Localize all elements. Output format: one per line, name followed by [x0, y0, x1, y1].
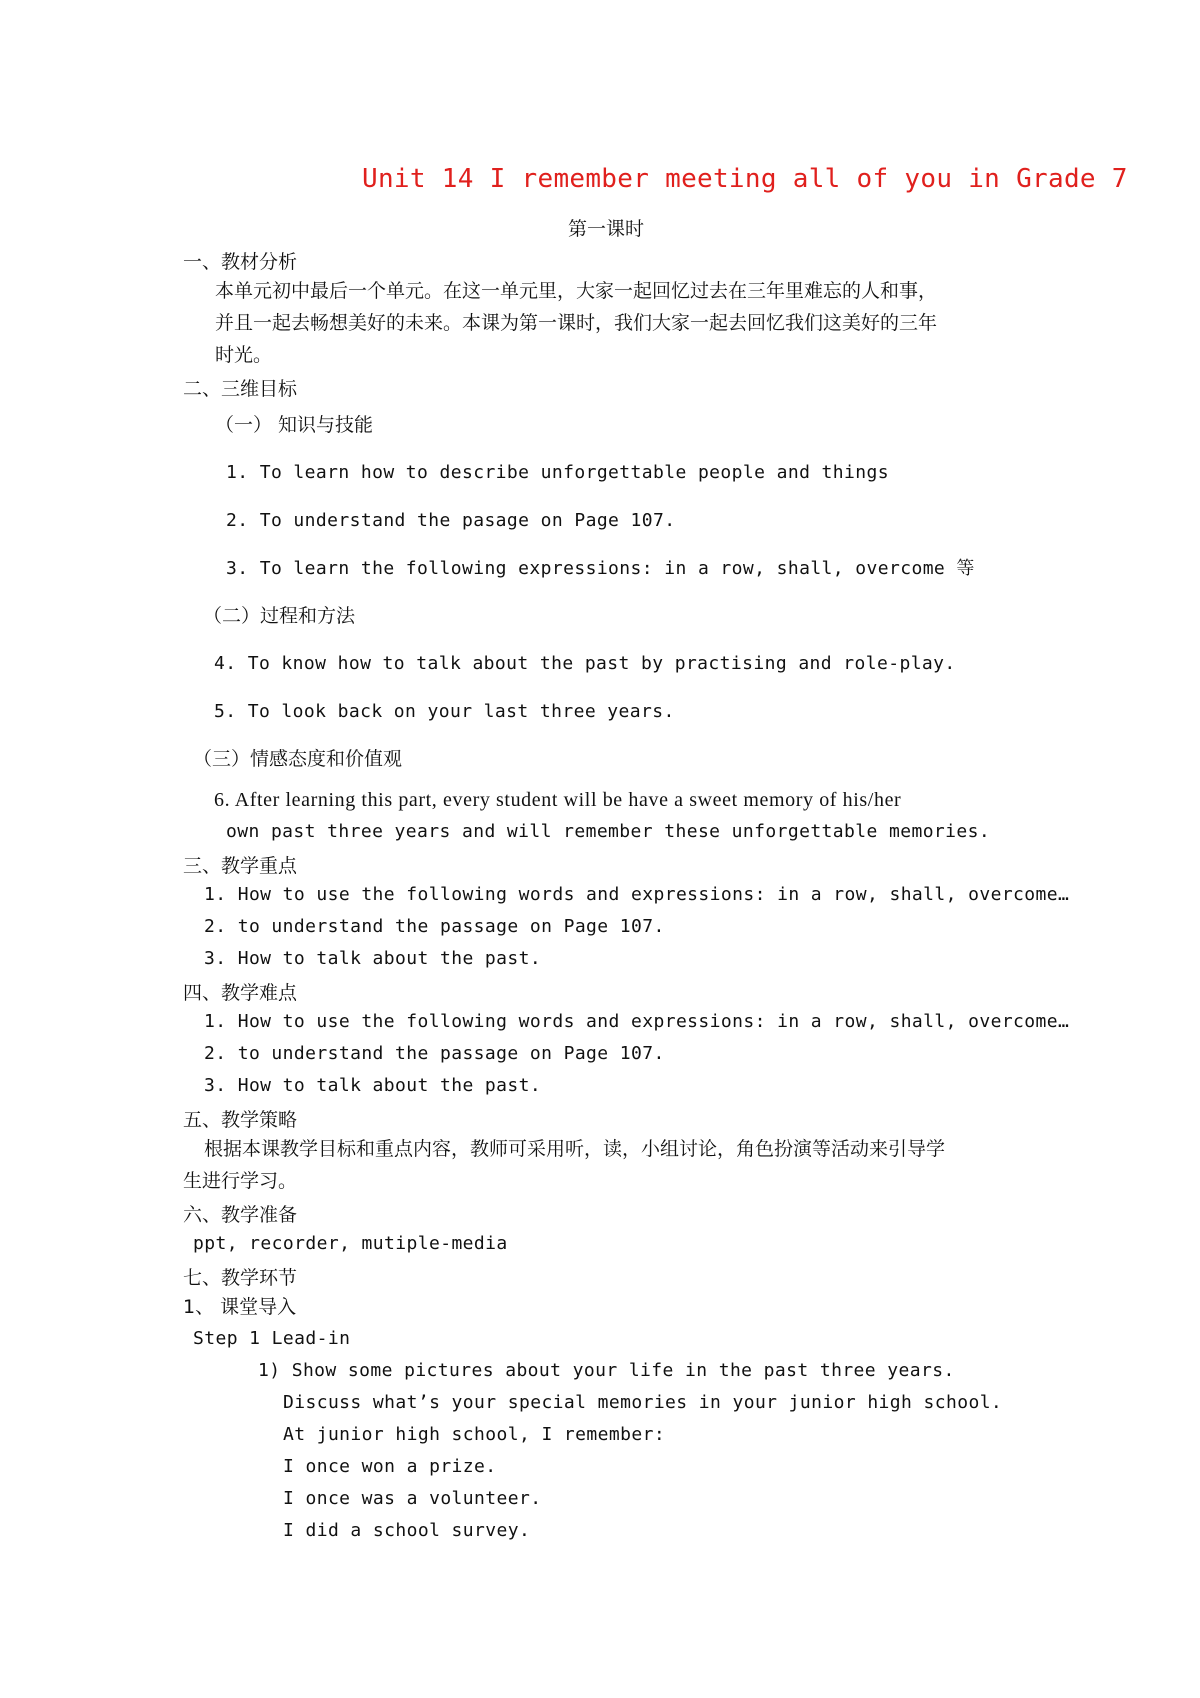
list-item: 1. How to use the following words and expressions: in a row, shall, overcome…	[204, 884, 1070, 905]
subsection-heading: 1、 课堂导入	[183, 1296, 297, 1318]
step-detail: I once was a volunteer.	[283, 1488, 542, 1509]
step-heading: Step 1 Lead-in	[193, 1328, 351, 1349]
list-item: 1. How to use the following words and expressions: in a row, shall, overcome…	[204, 1011, 1070, 1032]
list-item: 2. to understand the passage on Page 107.	[204, 1043, 665, 1064]
subsection-heading: （二）过程和方法	[203, 605, 356, 627]
subsection-heading: （一） 知识与技能	[215, 414, 374, 436]
objective-item: 1. To learn how to describe unforgettable people and things	[226, 462, 889, 483]
list-item: 2. to understand the passage on Page 107.	[204, 916, 665, 937]
section-heading-textbook-analysis: 一、教材分析	[183, 251, 298, 273]
paragraph-line: 根据本课教学目标和重点内容，教师可采用听，读，小组讨论，角色扮演等活动来引导学	[204, 1138, 946, 1160]
section-heading-teaching-steps: 七、教学环节	[183, 1267, 298, 1289]
list-item: 3. How to talk about the past.	[204, 948, 542, 969]
step-detail: Discuss what’s your special memories in your junior high school.	[283, 1392, 1003, 1413]
step-detail: At junior high school, I remember:	[283, 1424, 666, 1445]
section-heading-strategy: 五、教学策略	[183, 1109, 298, 1131]
section-heading-objectives: 二、三维目标	[183, 378, 298, 400]
materials-line: ppt, recorder, mutiple-media	[193, 1233, 508, 1254]
paragraph-line: 生进行学习。	[183, 1170, 298, 1192]
section-heading-difficulties: 四、教学难点	[183, 982, 298, 1004]
step-detail: I did a school survey.	[283, 1520, 531, 1541]
objective-item: 2. To understand the pasage on Page 107.	[226, 510, 676, 531]
lesson-subtitle: 第一课时	[568, 218, 645, 240]
step-detail: I once won a prize.	[283, 1456, 497, 1477]
section-heading-preparation: 六、教学准备	[183, 1204, 298, 1226]
paragraph-line: 并且一起去畅想美好的未来。本课为第一课时，我们大家一起去回忆我们这美好的三年	[215, 312, 938, 334]
objective-item: own past three years and will remember these unforgettable memories.	[226, 821, 991, 842]
objective-item: 4. To know how to talk about the past by practising and role-play.	[214, 653, 956, 674]
list-item: 3. How to talk about the past.	[204, 1075, 542, 1096]
subsection-heading: （三）情感态度和价值观	[193, 748, 403, 770]
objective-item: 3. To learn the following expressions: in a row, shall, overcome 等	[226, 558, 975, 579]
paragraph-line: 时光。	[215, 344, 273, 366]
step-item: 1) Show some pictures about your life in the past three years.	[258, 1360, 955, 1381]
objective-item: 5. To look back on your last three years.	[214, 701, 675, 722]
document-title: Unit 14 I remember meeting all of you in Grade 7	[362, 164, 1128, 194]
paragraph-line: 本单元初中最后一个单元。在这一单元里，大家一起回忆过去在三年里难忘的人和事，	[215, 280, 938, 302]
objective-item: 6. After learning this part, every student will be have a sweet memory of his/her	[214, 789, 902, 811]
section-heading-key-points: 三、教学重点	[183, 855, 298, 877]
